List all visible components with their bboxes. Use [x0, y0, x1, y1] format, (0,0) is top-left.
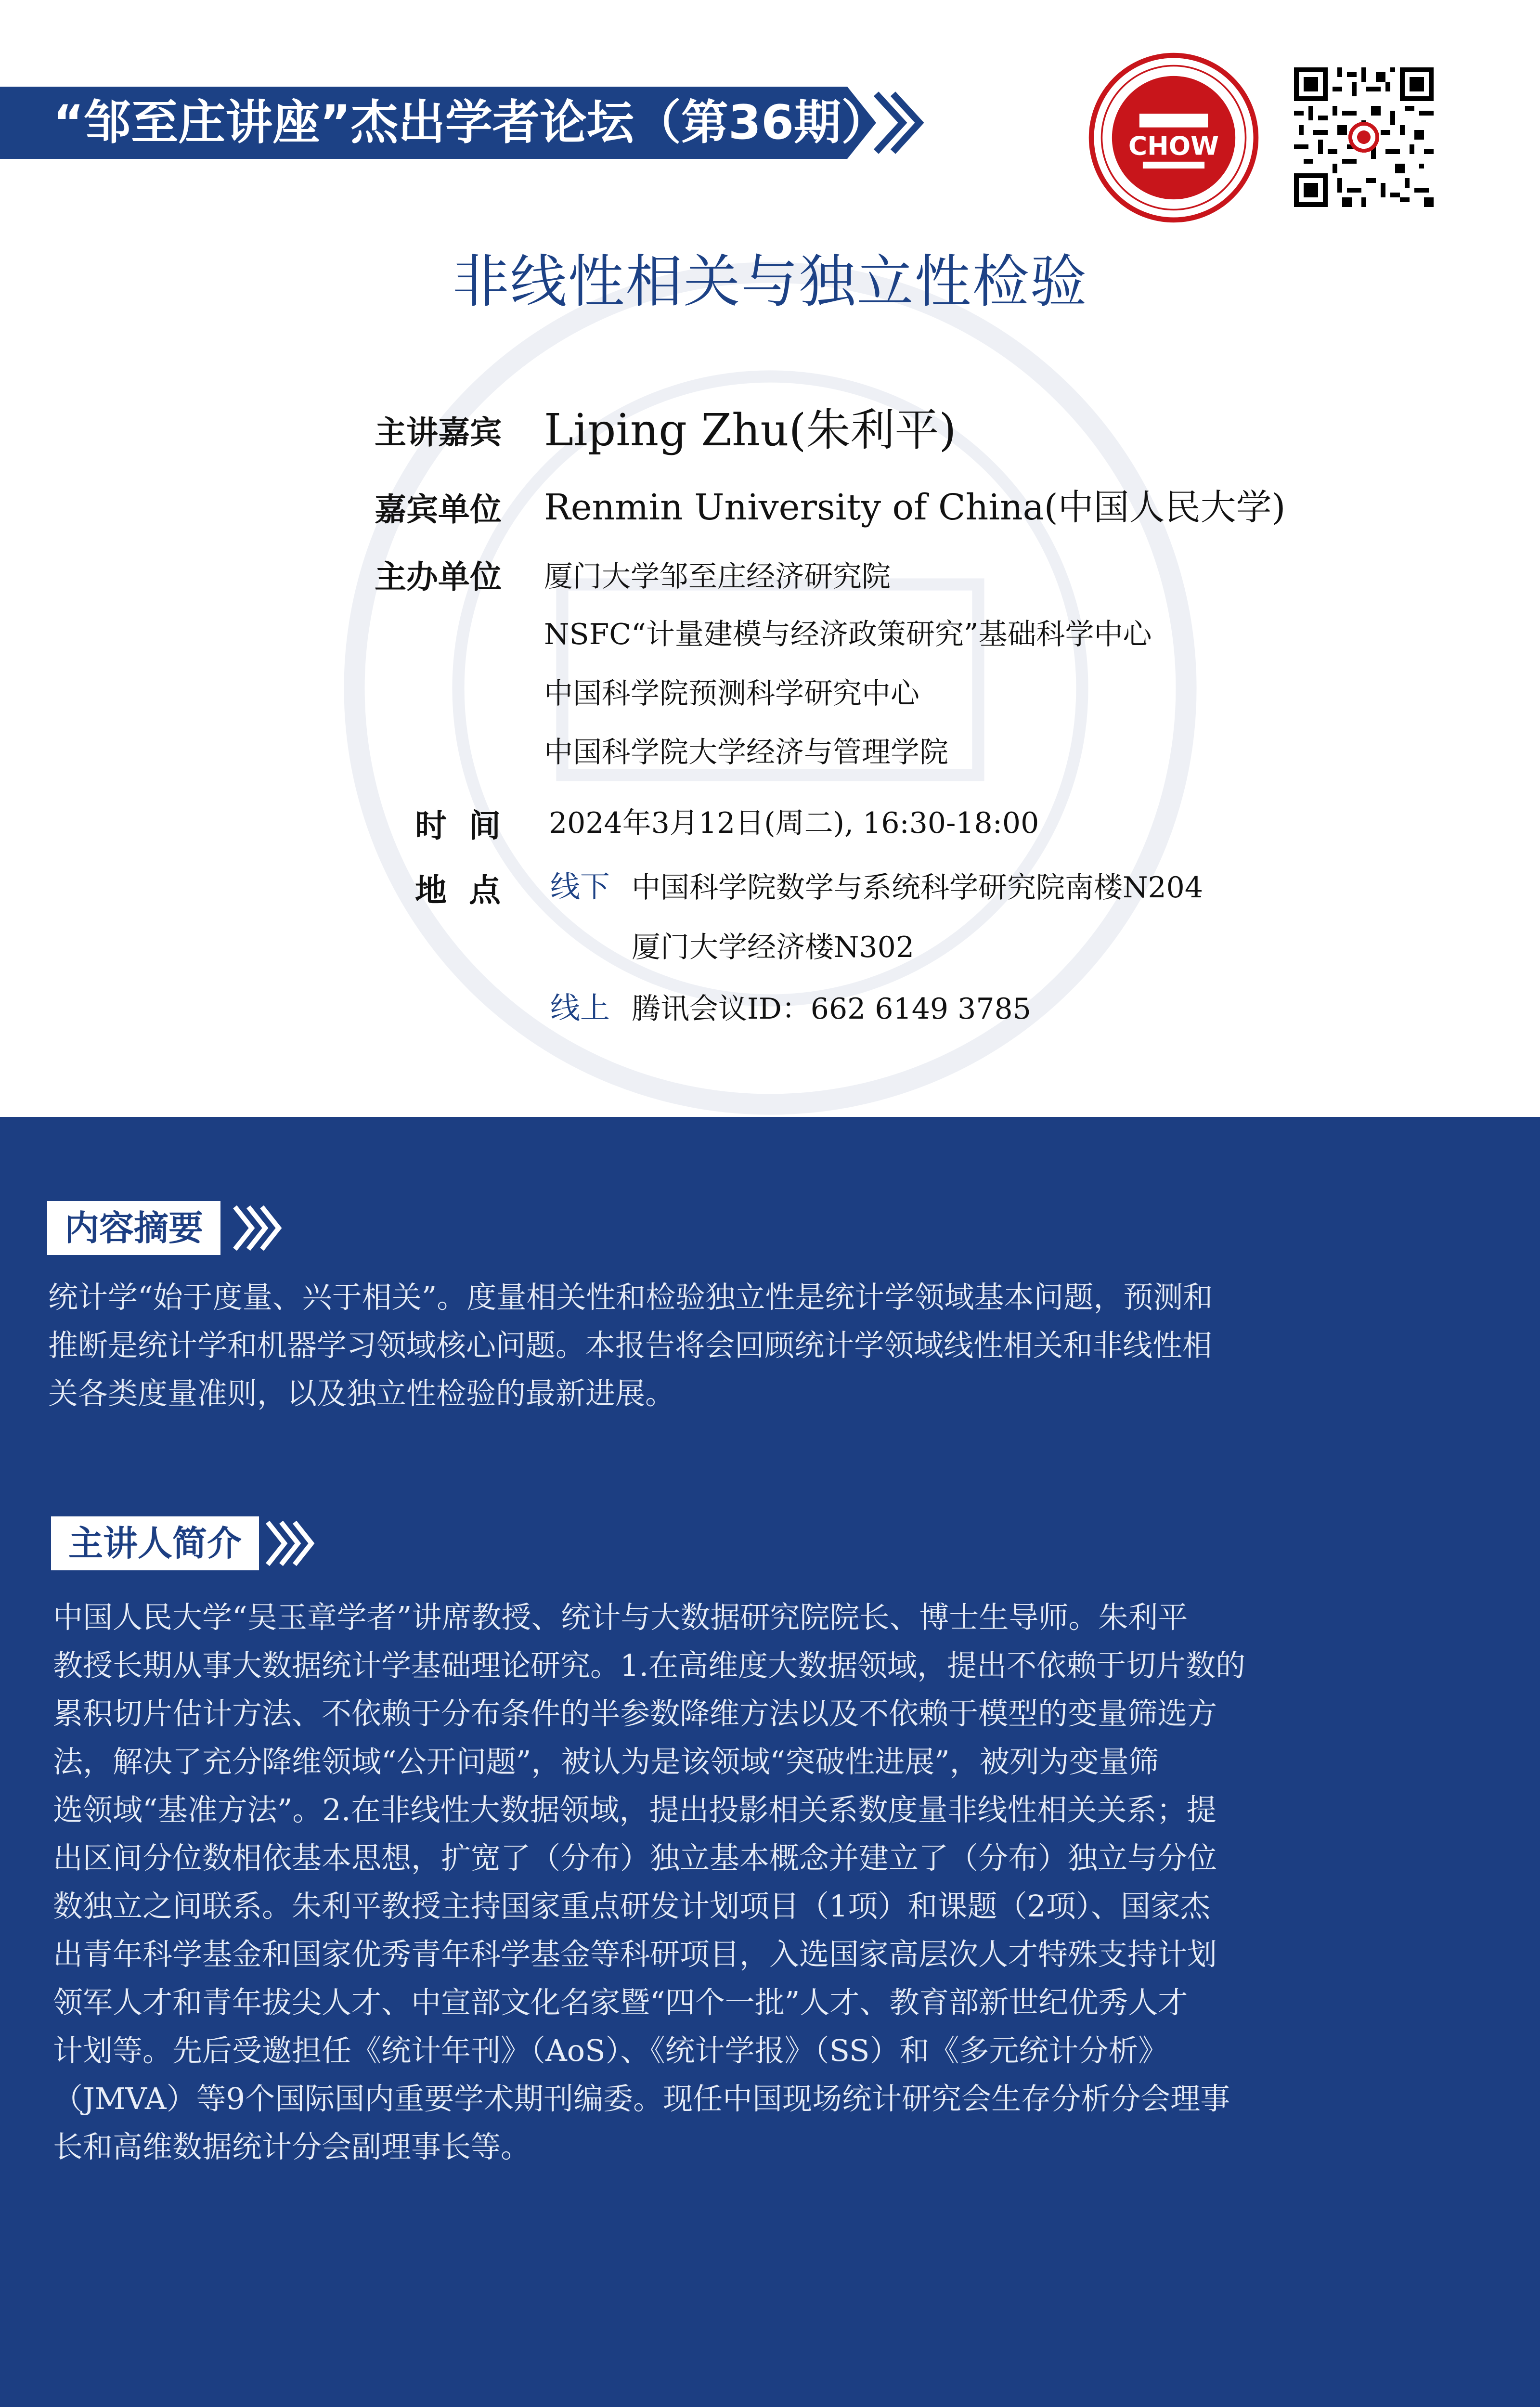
abstract-line: 关各类度量准则，以及独立性检验的最新进展。	[48, 1376, 675, 1411]
bio-line: 累积切片估计方法、不依赖于分布条件的半参数降维方法以及不依赖于模型的变量筛选方	[53, 1696, 1217, 1731]
series-title: “邹至庄讲座”杰出学者论坛（第36期）	[53, 95, 889, 150]
affiliation-label: 嘉宾单位	[375, 491, 502, 528]
abstract-line: 统计学“始于度量、兴于相关”。度量相关性和检验独立性是统计学领域基本问题，预测和	[48, 1280, 1213, 1315]
bio-line: （JMVA）等9个国际国内重要学术期刊编委。现任中国现场统计研究会生存分析分会理事	[53, 2081, 1230, 2116]
bio-line: 出区间分位数相依基本思想，扩宽了（分布）独立基本概念并建立了（分布）独立与分位	[53, 1840, 1217, 1876]
offline-tag: 线下	[550, 869, 610, 904]
speaker-name: Liping Zhu(朱利平)	[544, 404, 957, 456]
offline-venue: 中国科学院数学与系统科学研究院南楼N204	[632, 871, 1204, 905]
organizer-label: 主办单位	[375, 558, 502, 595]
speaker-affiliation: Renmin University of China(中国人民大学)	[544, 487, 1286, 528]
qr-code-icon[interactable]	[1294, 67, 1434, 207]
bio-line: 教授长期从事大数据统计学基础理论研究。1.在高维度大数据领域，提出不依赖于切片数的	[53, 1648, 1246, 1683]
chevron-arrows-icon	[263, 1516, 316, 1570]
bio-line: 中国人民大学“吴玉章学者”讲席教授、统计与大数据研究院院长、博士生导师。朱利平	[53, 1600, 1188, 1635]
bio-line: 数独立之间联系。朱利平教授主持国家重点研发计划项目（1项）和课题（2项）、国家杰	[53, 1889, 1210, 1924]
organizer-item: 中国科学院预测科学研究中心	[544, 677, 919, 711]
bio-line: 法，解决了充分降维领域“公开问题”，被认为是该领域“突破性进展”，被列为变量筛	[53, 1744, 1159, 1779]
chevron-arrows-icon	[230, 1201, 283, 1255]
abstract-line: 推断是统计学和机器学习领域核心问题。本报告将会回顾统计学领域线性相关和非线性相	[48, 1328, 1213, 1363]
logo-text: CHOW	[1128, 130, 1219, 161]
time-label: 时 间	[415, 807, 501, 844]
bio-heading-label: 主讲人简介	[51, 1516, 259, 1570]
venue-label: 地 点	[415, 872, 501, 909]
bio-line: 长和高维数据统计分会副理事长等。	[53, 2129, 531, 2164]
offline-venue: 厦门大学经济楼N302	[632, 931, 915, 964]
talk-title: 非线性相关与独立性检验	[452, 248, 1088, 315]
online-tag: 线上	[550, 990, 610, 1025]
organizer-item: 厦门大学邹至庄经济研究院	[544, 560, 891, 594]
bio-line: 出青年科学基金和国家优秀青年科学基金等科研项目，入选国家高层次人才特殊支持计划	[53, 1937, 1217, 1972]
speaker-label: 主讲嘉宾	[375, 414, 502, 451]
bio-line: 选领域“基准方法”。2.在非线性大数据领域，提出投影相关系数度量非线性相关关系；提	[53, 1792, 1216, 1827]
bio-line: 领军人才和青年拔尖人才、中宣部文化名家暨“四个一批”人才、教育部新世纪优秀人才	[53, 1985, 1188, 2020]
abstract-text	[48, 1273, 1473, 1418]
chevron-arrows-icon	[867, 87, 934, 159]
bio-line: 计划等。先后受邀担任《统计年刊》（AoS）、《统计学报》（SS）和《多元统计分析》	[53, 2033, 1168, 2068]
organizer-item: NSFC“计量建模与经济政策研究”基础科学中心	[544, 618, 1152, 651]
online-venue: 腾讯会议ID：662 6149 3785	[632, 992, 1031, 1026]
organizer-item: 中国科学院大学经济与管理学院	[544, 736, 948, 769]
abstract-heading-label: 内容摘要	[47, 1201, 220, 1255]
event-time: 2024年3月12日(周二), 16:30-18:00	[549, 806, 1039, 840]
bio-text	[53, 1593, 1492, 2171]
institute-logo	[1088, 52, 1259, 223]
